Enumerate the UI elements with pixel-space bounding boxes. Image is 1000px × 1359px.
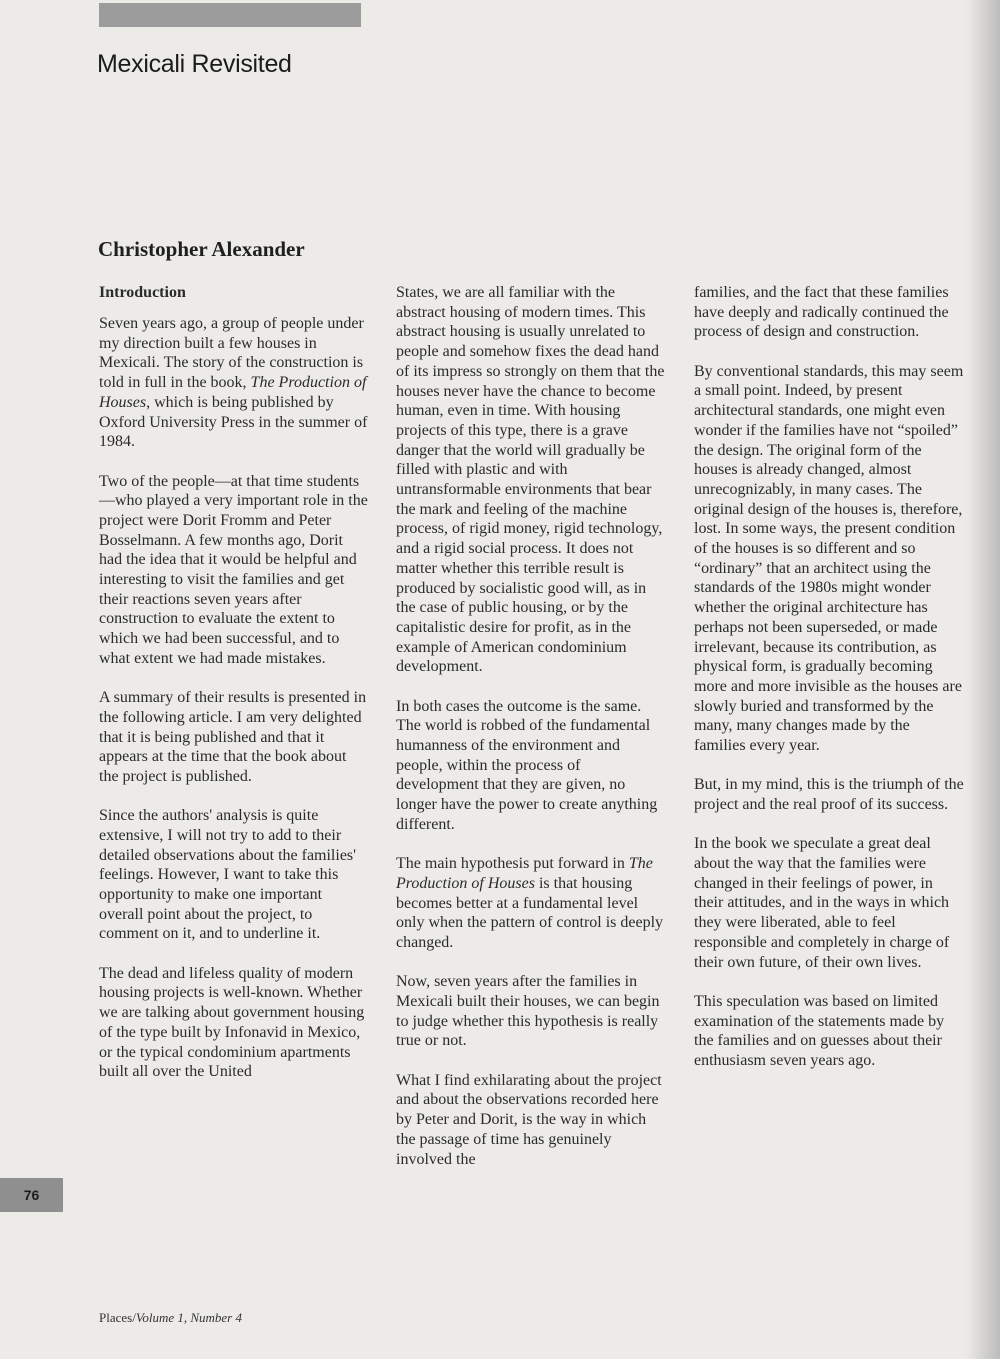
page-number-badge bbox=[0, 1178, 63, 1212]
author-name: Christopher Alexander bbox=[98, 237, 305, 261]
page-edge-shadow bbox=[966, 0, 1000, 1359]
text-column-3 bbox=[694, 283, 964, 1090]
book-title: The Production of Houses bbox=[99, 374, 367, 411]
book-title: The Production of Houses bbox=[396, 855, 653, 892]
paragraph: Since the authors' analysis is quite extensive, I will not try to add to their detailed observations about the families' feelings. However, I want to take this opportunity to make one important overall point about the project, to comment on it, and to underline it. bbox=[99, 807, 357, 943]
text-column-1 bbox=[99, 283, 369, 1102]
paragraph: What I find exhilarating about the project and about the observations recorded here by Peter and Dorit, is the way in which the passage of time has genuinely involved the bbox=[396, 1071, 662, 1168]
paragraph: But, in my mind, this is the triumph of the project and the real proof of its success. bbox=[694, 776, 964, 814]
paragraph: In both cases the outcome is the same. The world is robbed of the fundamental humanness of the environment and people, within the process of development that they are given, no longer have the power to create anything different. bbox=[396, 697, 658, 833]
page-number: 76 bbox=[23, 1187, 40, 1203]
article-title: Mexicali Revisited bbox=[97, 50, 292, 78]
paragraph: Seven years ago, a group of people under my direction built a few houses in Mexicali. The story of the construction is told in full in the book, The Production of Houses, which is being published by Oxford University Press in the summer of 1984. bbox=[99, 315, 368, 451]
paragraph: The dead and lifeless quality of modern housing projects is well-known. Whether we are talking about government housing of the type built by Infonavid in Mexico, or the typical condominium apartments built all over the United bbox=[99, 964, 365, 1081]
paragraph: Now, seven years after the families in Mexicali built their houses, we can begin to judge whether this hypothesis is really true or not. bbox=[396, 973, 660, 1050]
header-accent-bar bbox=[99, 3, 361, 27]
paragraph: By conventional standards, this may seem a small point. Indeed, by present architectural standards, one might even wonder if the families have not “spoiled” the design. The original form of the houses is already changed, almost unrecognizably, in many cases. The original design of the houses is, therefore, lost. In some ways, the present condition of the houses is so different and so “ordinary” that an architect using the standards of the 1980s might wonder whether the original architecture has perhaps not been superseded, or made irrelevant, because its contribution, as physical form, is gradually becoming more and more invisible as the houses are slowly buried and transformed by the many, many changes made by the families every year. bbox=[694, 362, 964, 755]
paragraph: A summary of their results is presented in the following article. I am very delighted that it is being published and that it appears at the time that the book about the project is published. bbox=[99, 689, 367, 785]
paragraph: Two of the people—at that time students—who played a very important role in the project were Dorit Fromm and Peter Bosselmann. A few months ago, Dorit had the idea that it would be helpful and interesting to visit the families and get their reactions seven years after construction to evaluate the extent to which we had been successful, and to what extent we had made mistakes. bbox=[99, 472, 368, 667]
footer-issue: Volume 1, Number 4 bbox=[135, 1310, 242, 1325]
section-heading-introduction: Introduction bbox=[99, 284, 186, 301]
paragraph: In the book we speculate a great deal about the way that the families were changed in their feelings of power, in their attitudes, and in the ways in which they were liberated, able to feel responsible and completely in charge of their own future, of their own lives. bbox=[694, 835, 950, 971]
footer-publication: Places/ bbox=[99, 1310, 136, 1325]
text-column-2 bbox=[396, 283, 666, 1189]
paragraph: States, we are all familiar with the abstract housing of modern times. This abstract housing is usually unrelated to people and somehow fixes the dead hand of its impress so strongly on them that the houses never have the chance to become human, even in time. With housing projects of this type, there is a grave danger that the world will gradually be filled with plastic and with untransformable environments that bear the mark and feeling of the machine process, of rigid money, rigid technology, and a rigid social process. It does not matter whether this terrible result is produced by socialistic good will, as in the case of public housing, or by the capitalistic desire for profit, as in the example of American condominium development. bbox=[396, 284, 665, 676]
paragraph: This speculation was based on limited examination of the statements made by the families and on guesses about their enthusiasm seven years ago. bbox=[694, 992, 945, 1069]
footer-citation bbox=[99, 1310, 242, 1326]
paragraph: The main hypothesis put forward in The Production of Houses is that housing becomes better at a fundamental level only when the pattern of control is deeply changed. bbox=[396, 855, 664, 951]
paragraph: families, and the fact that these families have deeply and radically continued the process of design and construction. bbox=[694, 284, 949, 341]
